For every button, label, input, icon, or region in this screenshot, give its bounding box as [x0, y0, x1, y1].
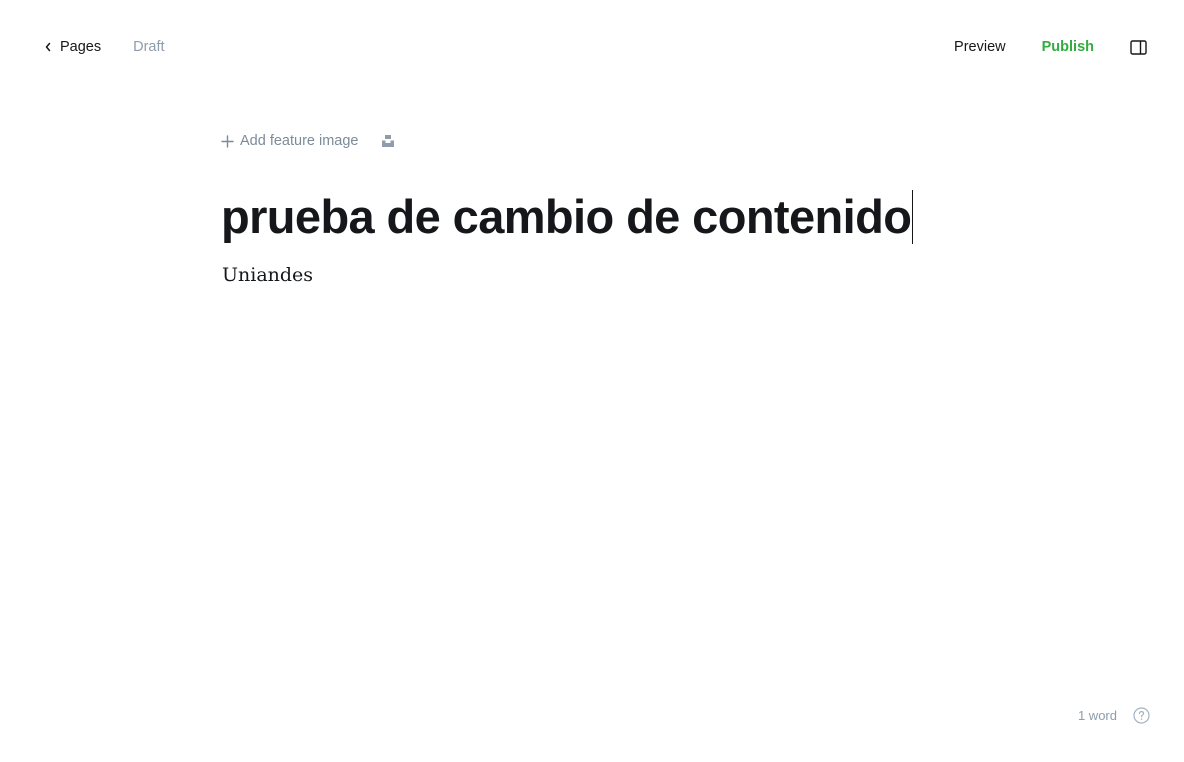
add-feature-image-label: Add feature image — [240, 133, 359, 149]
back-to-pages-link[interactable] — [44, 39, 101, 55]
unsplash-button[interactable] — [381, 134, 395, 148]
publish-button[interactable]: Publish — [1041, 39, 1094, 55]
sidebar-toggle-button[interactable] — [1130, 40, 1147, 55]
topbar-right — [954, 36, 1147, 58]
unsplash-icon — [381, 134, 395, 148]
preview-button[interactable]: Preview — [954, 39, 1006, 55]
plus-icon — [221, 135, 234, 148]
question-circle-icon — [1133, 707, 1150, 724]
text-caret — [912, 190, 913, 244]
word-count: 1 word — [1077, 707, 1117, 723]
post-body-editor[interactable]: Uniandes — [222, 264, 314, 286]
chevron-left-icon — [44, 42, 52, 52]
feature-image-row — [221, 131, 395, 151]
back-link-label: Pages — [60, 39, 102, 55]
add-feature-image-button[interactable] — [221, 133, 359, 149]
help-button[interactable] — [1133, 707, 1150, 724]
sidebar-toggle-icon — [1130, 40, 1147, 55]
post-title-field[interactable] — [221, 188, 913, 246]
status-label: Draft — [133, 39, 165, 55]
footer-status — [1078, 704, 1150, 726]
topbar-left — [44, 36, 165, 58]
post-title: prueba de cambio de contenido — [221, 190, 912, 243]
